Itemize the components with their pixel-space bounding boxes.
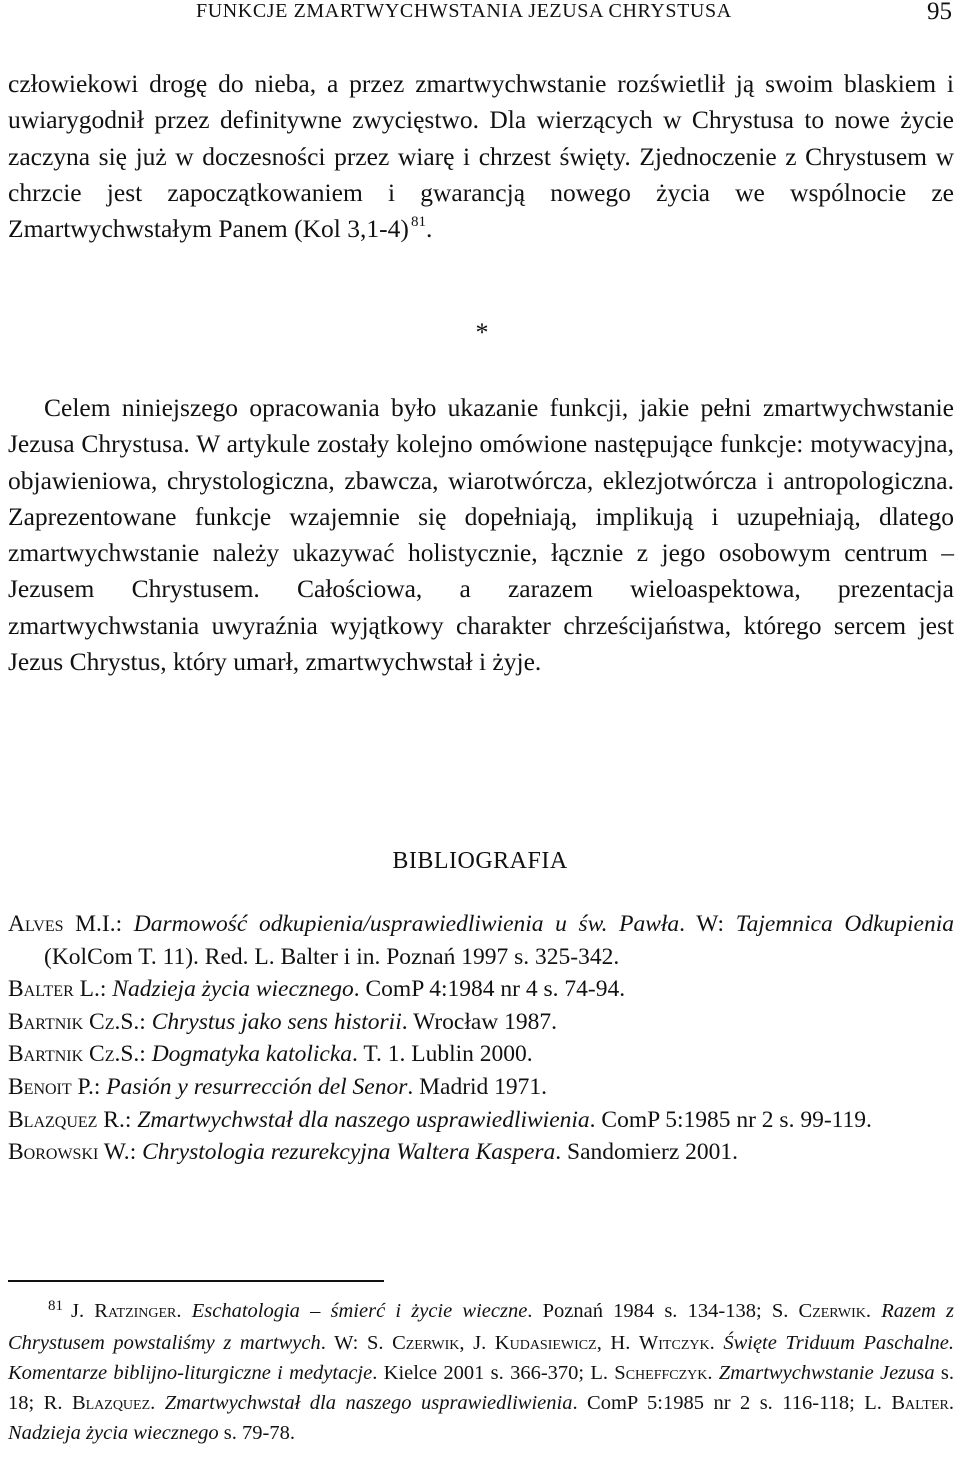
bib-title: Darmowość odkupienia/usprawiedliwienia u św. Pawła	[133, 911, 680, 937]
fn-author: Czerwik	[392, 1332, 460, 1354]
bib-rest: . ComP 5:1985 nr 2 s. 99-119.	[589, 1106, 872, 1133]
fn-text: . Poznań 1984 s. 134-138; S.	[527, 1300, 799, 1322]
fn-title: Zmartwychwstanie Jezusa	[718, 1362, 935, 1384]
bib-title: Chrystologia rezurekcyjna Waltera Kaspera	[142, 1139, 556, 1166]
fn-text: , H.	[596, 1332, 639, 1354]
fn-title: Zmartwychwstał dla naszego usprawiedliwienia	[164, 1392, 573, 1414]
fn-title: Razem z Chrystusem powstaliśmy z martwych	[8, 1300, 955, 1354]
fn-author: Czerwik	[798, 1300, 866, 1322]
bib-author: Blazquez R.	[8, 1106, 125, 1133]
paragraph-conclusion	[8, 390, 954, 680]
bib-sep: :	[115, 911, 134, 937]
bib-author: Bartnik Cz.S.	[8, 1041, 140, 1068]
bib-sep: :	[129, 1139, 143, 1166]
fn-text: . W: S.	[320, 1332, 393, 1354]
bib-rest: . ComP 4:1984 nr 4 s. 74-94.	[353, 976, 626, 1003]
paragraph-1-text: człowiekowi drogę do nieba, a przez zmartwychwstanie rozświetlił ją swoim blaskiem i uwiarygodnił przez definitywne zwycięstwo. Dla wierzących w Chrystusa to nowe życie zaczyna się już w doczesności przez wiarę i chrzest święty. Zjednoczenie z Chrystusem w chrzcie jest zapoczątkowaniem i gwarancją nowego życia we wspólnocie ze Zmartwychwstałym Panem (Kol 3,1-4)	[8, 69, 954, 244]
bib-rest: . Sandomierz 2001.	[555, 1139, 739, 1166]
fn-author: Scheffczyk	[614, 1362, 708, 1384]
fn-author: Balter	[891, 1392, 949, 1414]
bib-rest: . Wrocław 1987.	[401, 1008, 558, 1035]
bib-title: Chrystus jako sens historii	[151, 1008, 402, 1035]
bib-rest: . Madrid 1971.	[407, 1073, 548, 1100]
bib-title: Nadzieja życia wiecznego	[112, 976, 354, 1003]
bib-mid: . W:	[679, 911, 736, 937]
bibliography-heading: BIBLIOGRAFIA	[392, 848, 568, 874]
page-number: 95	[927, 0, 952, 25]
bib-sep: :	[124, 1106, 138, 1133]
fn-title: Nadzieja życia wiecznego	[8, 1422, 219, 1444]
paragraph-1-end: .	[425, 214, 433, 244]
paragraph-2-text: Celem niniejszego opracowania było ukazanie funkcji, jakie pełni zmartwychwstanie Jezusa Chrystusa. W artykule zostały kolejno omówione następujące funkcje: motywacyjna, objawieniowa, chrystologiczna, zbawcza, wiarotwórcza, eklezjotwórcza i antropologiczna. Zaprezentowane funkcje wzajemnie się dopełniają, implikują i uzupełniają, dlatego zmartwychwstanie należy ukazywać holistycznie, łącznie z jego osobowym centrum – Jezusem Chrystusem. Całościowa, a zarazem wieloaspektowa, prezentacja zmartwychwstania uwyraźnia wyjątkowy charakter chrześcijaństwa, którego sercem jest Jezus Chrystus, który umarł, zmartwychwstał i żyje.	[8, 393, 954, 677]
footnote-number: 81	[48, 1298, 63, 1314]
bib-rest: (KolCom T. 11). Red. L. Balter i in. Poznań 1997 s. 325-342.	[44, 943, 620, 970]
bib-title-2: Tajemnica Odkupienia	[735, 911, 954, 937]
fn-author: Witczyk	[638, 1332, 710, 1354]
fn-author: Kudasiewicz	[494, 1332, 597, 1354]
footnote-reference[interactable]: 81	[410, 213, 426, 230]
bibliography-entry	[8, 1038, 954, 1071]
bib-sep: :	[139, 1041, 152, 1068]
bib-author: Balter L.	[8, 976, 100, 1003]
bib-title: Zmartwychwstał dla naszego usprawiedliwienia	[137, 1106, 590, 1133]
footnote-divider	[8, 1280, 384, 1282]
fn-text: , J.	[459, 1332, 495, 1354]
bib-sep: :	[99, 976, 113, 1003]
bib-author: Alves M.I.	[8, 911, 116, 937]
fn-text: . Kielce 2001 s. 366-370; L.	[372, 1362, 615, 1384]
bib-title: Dogmatyka katolicka	[151, 1041, 353, 1068]
bib-author: Benoit P.	[8, 1073, 94, 1100]
footnote-81: $^{81}$ J. Ratzinger. Eschatologia – śmierć i życie wieczne. Poznań 1984 s. 134-138; S. Czerwik. Razem z Chrystusem powstaliśmy z martwych. W: S. Czerwik, J. Kudasiewicz, H. Witczyk. Święte Triduum Paschalne. Komentarze biblijno-liturgiczne i medytacje. Kielce 2001 s. 366-370; L. Scheffczyk. Zmartwychwstanie Jezusa s. 18; R. Blazquez. Zmartwychwstał dla naszego usprawiedliwienia. ComP 5:1985 nr 2 s. 116-118; L. Balter. Nadzieja życia wiecznego s. 79-78.	[8, 1298, 955, 1444]
bib-author: Bartnik Cz.S.	[8, 1008, 140, 1035]
paragraph-continuation	[8, 66, 954, 247]
bib-title: Pasión y resurrección del Senor	[106, 1073, 408, 1100]
bib-sep: :	[139, 1008, 152, 1035]
bib-rest: . T. 1. Lublin 2000.	[352, 1041, 533, 1068]
running-head: FUNKCJE ZMARTWYCHWSTANIA JEZUSA CHRYSTUSA	[196, 0, 732, 22]
fn-title: Eschatologia – śmierć i życie wieczne	[191, 1300, 528, 1322]
bibliography-entry	[8, 973, 954, 1006]
fn-author: Blazquez	[71, 1392, 151, 1414]
fn-author: J. Ratzinger	[71, 1300, 177, 1322]
fn-text: s. 18; R.	[8, 1362, 955, 1414]
bibliography-entry	[8, 908, 954, 973]
fn-text: . ComP 5:1985 nr 2 s. 116-118; L.	[572, 1392, 892, 1414]
fn-title: Święte Triduum Paschalne. Komentarze biblijno-liturgiczne i medytacje	[8, 1332, 955, 1384]
bib-sep: :	[93, 1073, 107, 1100]
bibliography-entry	[8, 1136, 954, 1169]
bibliography-entry	[8, 1006, 954, 1039]
fn-text: s. 79-78.	[218, 1422, 295, 1444]
section-separator-asterisk: *	[475, 318, 489, 347]
bibliography-list	[8, 908, 954, 1169]
bibliography-entry	[8, 1104, 954, 1137]
bib-author: Borowski W.	[8, 1139, 130, 1166]
bibliography-entry	[8, 1071, 954, 1104]
